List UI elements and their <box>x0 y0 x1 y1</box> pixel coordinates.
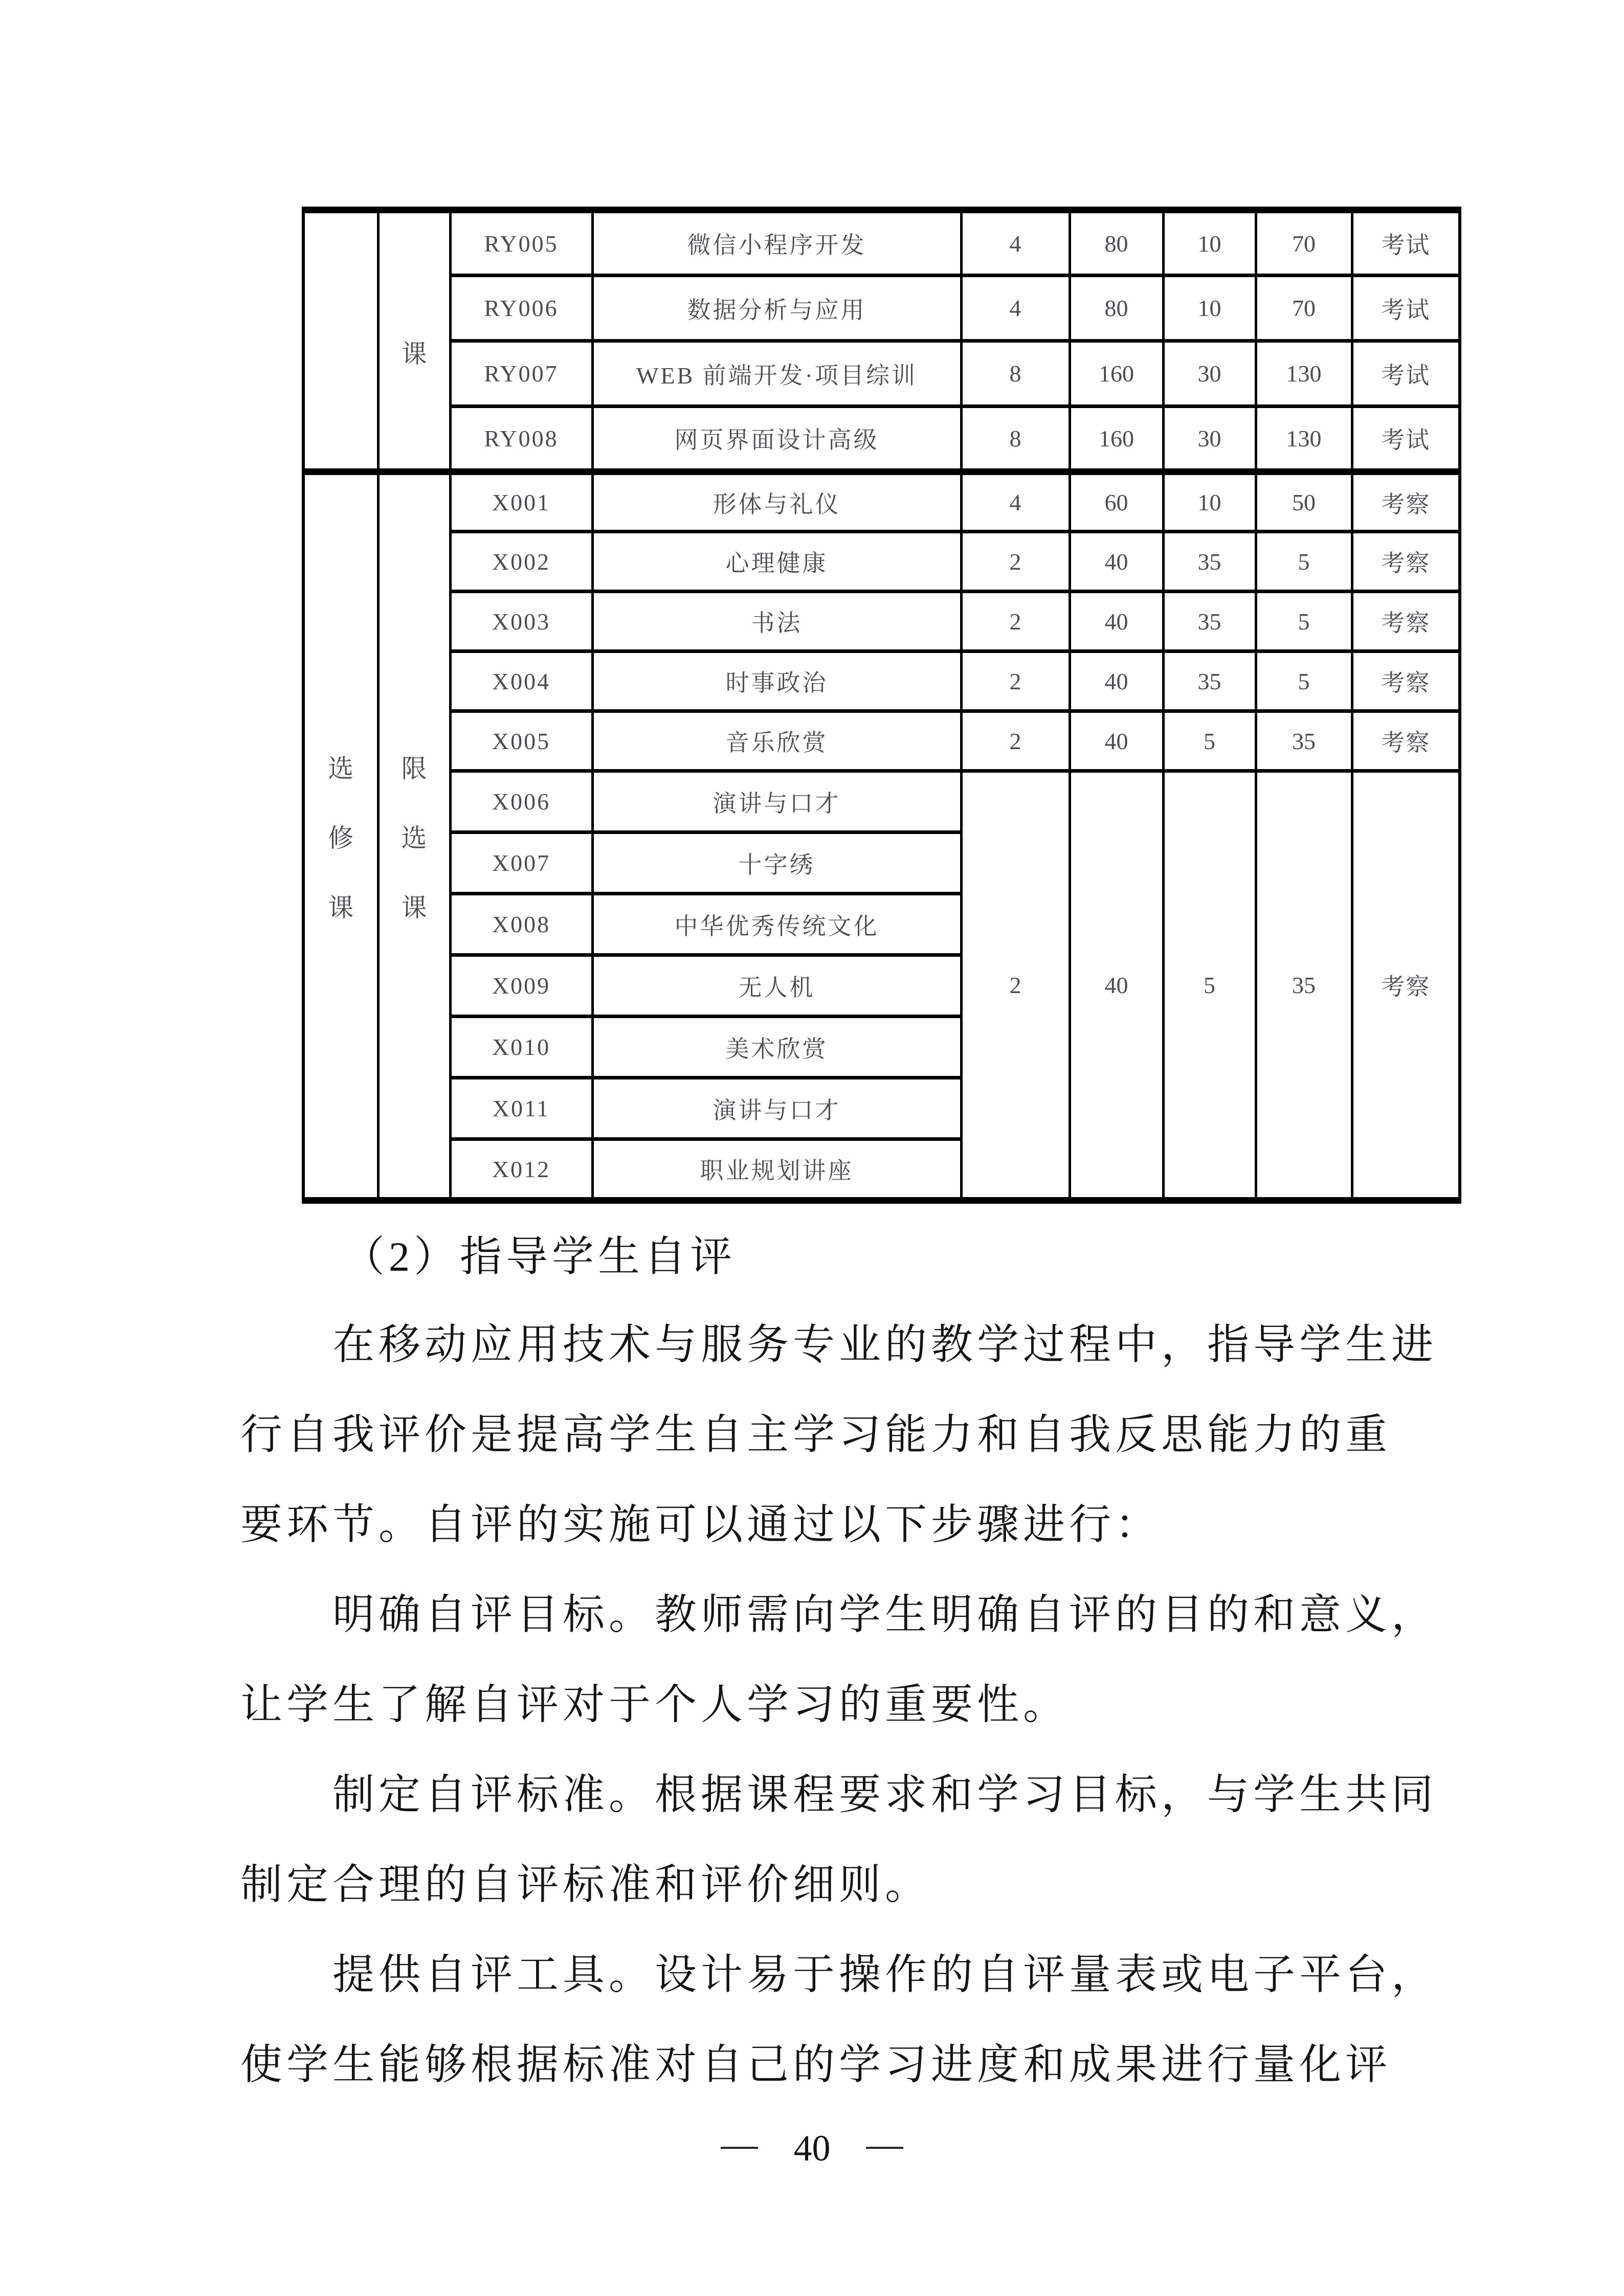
course-code-cell: X012 <box>450 1139 592 1201</box>
credits-cell: 2 <box>961 592 1070 651</box>
page-footer <box>0 2124 1624 2170</box>
total-hours-cell: 40 <box>1070 651 1163 711</box>
practice-hours-cell: 35 <box>1256 711 1352 771</box>
course-name-cell: WEB 前端开发·项目综训 <box>592 341 961 407</box>
practice-hours-cell: 70 <box>1256 276 1352 341</box>
label-char: 课 <box>401 893 427 922</box>
course-name-cell: 演讲与口才 <box>592 771 961 832</box>
course-code-cell: RY007 <box>450 341 592 407</box>
paragraph-line: 明确自评目标。教师需向学生明确自评的目的和意义， <box>332 1591 1438 1638</box>
course-code-cell: X010 <box>450 1017 592 1078</box>
theory-hours-cell: 35 <box>1163 651 1256 711</box>
theory-hours-cell: 30 <box>1163 407 1256 472</box>
practice-hours-cell: 70 <box>1256 210 1352 276</box>
credits-cell: 2 <box>961 651 1070 711</box>
table-row <box>303 592 1460 651</box>
exam-type-cell: 考试 <box>1352 341 1460 407</box>
exam-type-cell: 考试 <box>1352 407 1460 472</box>
paragraph-line: 制定合理的自评标准和评价细则。 <box>240 1861 931 1908</box>
theory-hours-cell: 30 <box>1163 341 1256 407</box>
exam-type-cell: 考察 <box>1352 651 1460 711</box>
category-cell-restricted <box>378 472 450 1201</box>
footer-left-dash: — <box>721 2124 758 2165</box>
course-code-cell: X011 <box>450 1078 592 1139</box>
exam-type-cell-merged: 考察 <box>1352 771 1460 1201</box>
restricted-vertical-label <box>380 748 449 924</box>
course-name-cell: 无人机 <box>592 955 961 1017</box>
credits-cell: 4 <box>961 472 1070 532</box>
practice-hours-cell: 5 <box>1256 592 1352 651</box>
table-row <box>303 210 1460 276</box>
course-name-cell: 职业规划讲座 <box>592 1139 961 1201</box>
table-row <box>303 341 1460 407</box>
paragraph-line: 让学生了解自评对于个人学习的重要性。 <box>240 1681 1070 1728</box>
credits-cell: 8 <box>961 341 1070 407</box>
table-row <box>303 711 1460 771</box>
course-name-cell: 网页界面设计高级 <box>592 407 961 472</box>
paragraph-line: 在移动应用技术与服务专业的教学过程中，指导学生进 <box>332 1321 1438 1368</box>
course-code-cell: X001 <box>450 472 592 532</box>
theory-hours-cell: 5 <box>1163 711 1256 771</box>
theory-hours-cell: 35 <box>1163 532 1256 592</box>
table-row <box>303 407 1460 472</box>
total-hours-cell: 40 <box>1070 532 1163 592</box>
course-schedule-table <box>302 207 1461 1204</box>
total-hours-cell: 160 <box>1070 407 1163 472</box>
course-code-cell: X007 <box>450 832 592 894</box>
label-char: 限 <box>401 754 427 783</box>
practice-hours-cell: 5 <box>1256 651 1352 711</box>
paragraph-line: 行自我评价是提高学生自主学习能力和自我反思能力的重 <box>240 1411 1392 1458</box>
page-number: 40 <box>793 2128 831 2169</box>
paragraph-line: 要环节。自评的实施可以通过以下步骤进行： <box>240 1501 1162 1548</box>
exam-type-cell: 考察 <box>1352 711 1460 771</box>
course-code-cell: X008 <box>450 894 592 955</box>
practice-hours-cell: 5 <box>1256 532 1352 592</box>
credits-cell-merged: 2 <box>961 771 1070 1201</box>
carryover-label: 课 <box>401 339 427 368</box>
course-code-cell: RY008 <box>450 407 592 472</box>
theory-hours-cell-merged: 5 <box>1163 771 1256 1201</box>
exam-type-cell: 考试 <box>1352 276 1460 341</box>
course-code-cell: RY005 <box>450 210 592 276</box>
course-name-cell: 音乐欣赏 <box>592 711 961 771</box>
course-name-cell: 形体与礼仪 <box>592 472 961 532</box>
course-name-cell: 时事政治 <box>592 651 961 711</box>
label-char: 课 <box>328 893 354 922</box>
practice-hours-cell: 50 <box>1256 472 1352 532</box>
elective-vertical-label <box>305 748 377 924</box>
total-hours-cell: 160 <box>1070 341 1163 407</box>
credits-cell: 2 <box>961 532 1070 592</box>
course-name-cell: 美术欣赏 <box>592 1017 961 1078</box>
total-hours-cell: 80 <box>1070 210 1163 276</box>
course-name-cell: 十字绣 <box>592 832 961 894</box>
theory-hours-cell: 10 <box>1163 276 1256 341</box>
exam-type-cell: 考试 <box>1352 210 1460 276</box>
course-name-cell: 书法 <box>592 592 961 651</box>
table-row <box>303 651 1460 711</box>
paragraph-line: 制定自评标准。根据课程要求和学习目标，与学生共同 <box>332 1771 1438 1818</box>
paragraph-line: 使学生能够根据标准对自己的学习进度和成果进行量化评 <box>240 2041 1392 2088</box>
course-code-cell: X005 <box>450 711 592 771</box>
category-cell-carryover <box>378 210 450 472</box>
practice-hours-cell: 130 <box>1256 407 1352 472</box>
course-name-cell: 微信小程序开发 <box>592 210 961 276</box>
credits-cell: 2 <box>961 711 1070 771</box>
course-code-cell: X002 <box>450 532 592 592</box>
total-hours-cell: 80 <box>1070 276 1163 341</box>
table-row <box>303 472 1460 532</box>
course-code-cell: X006 <box>450 771 592 832</box>
paragraph-line: 提供自评工具。设计易于操作的自评量表或电子平台， <box>332 1951 1438 1998</box>
credits-cell: 8 <box>961 407 1070 472</box>
section-heading: （2）指导学生自评 <box>343 1233 737 1280</box>
credits-cell: 4 <box>961 210 1070 276</box>
course-code-cell: X003 <box>450 592 592 651</box>
course-code-cell: X009 <box>450 955 592 1017</box>
exam-type-cell: 考察 <box>1352 532 1460 592</box>
exam-type-cell: 考察 <box>1352 472 1460 532</box>
label-char: 修 <box>328 824 354 852</box>
course-name-cell: 数据分析与应用 <box>592 276 961 341</box>
course-code-cell: RY006 <box>450 276 592 341</box>
credits-cell: 4 <box>961 276 1070 341</box>
total-hours-cell-merged: 40 <box>1070 771 1163 1201</box>
course-name-cell: 中华优秀传统文化 <box>592 894 961 955</box>
footer-right-dash: — <box>866 2124 903 2165</box>
practice-hours-cell-merged: 35 <box>1256 771 1352 1201</box>
total-hours-cell: 40 <box>1070 592 1163 651</box>
practice-hours-cell: 130 <box>1256 341 1352 407</box>
course-name-cell: 演讲与口才 <box>592 1078 961 1139</box>
label-char: 选 <box>328 754 354 783</box>
theory-hours-cell: 10 <box>1163 210 1256 276</box>
exam-type-cell: 考察 <box>1352 592 1460 651</box>
total-hours-cell: 40 <box>1070 711 1163 771</box>
total-hours-cell: 60 <box>1070 472 1163 532</box>
course-name-cell: 心理健康 <box>592 532 961 592</box>
course-code-cell: X004 <box>450 651 592 711</box>
table-row <box>303 771 1460 832</box>
table-row <box>303 532 1460 592</box>
theory-hours-cell: 10 <box>1163 472 1256 532</box>
label-char: 选 <box>401 824 427 852</box>
category-cell-empty <box>303 210 378 472</box>
category-cell-elective <box>303 472 378 1201</box>
theory-hours-cell: 35 <box>1163 592 1256 651</box>
table-row <box>303 276 1460 341</box>
